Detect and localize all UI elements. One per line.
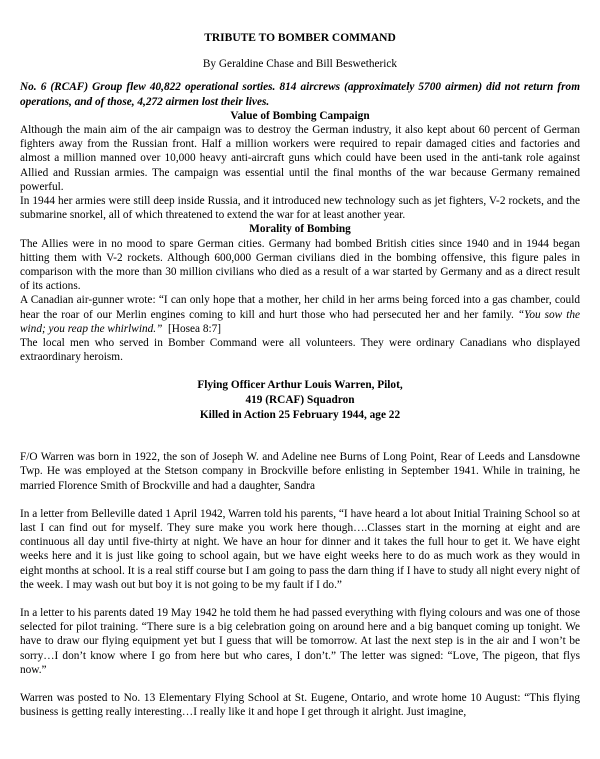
value-paragraph-1: Although the main aim of the air campaign was to destroy the German industry, it also kept about 60 percent of German fighters away from the Russian front. Half a million workers were required to repair damaged cities and factories and almost a million manned over 10,000 heavy anti-aircraft guns which could have been used in the anti-tank role against Allied and Russian armies. The campaign was essential until the final months of the war because Germany remained powerful. [20,124,580,193]
bio-heading-squadron: 419 (RCAF) Squadron [245,394,355,407]
section-heading-value: Value of Bombing Campaign [230,109,370,122]
byline: By Geraldine Chase and Bill Beswetherick [202,58,398,71]
document-title: TRIBUTE TO BOMBER COMMAND [204,32,396,44]
bio-paragraph-2: In a letter from Belleville dated 1 April 1942, Warren told his parents, “I have heard a lot about Initial Training School so at last I can find out for myself. They sure make you work here though….Classes start in the morning at eight and are continuous all day until five-thirty at night. We have an hour for dinner and it takes the full hour to get it. We have eight weeks here and it is just like going to school again, but we have eight weeks here to do as much work as they would in eight months at school. It is a real stiff course but I am going to pass the darn thing if I have to study all night every night of the week. I may wash out but boy it is not going to be my fault if I do.” [20,507,580,591]
value-paragraph-2: In 1944 her armies were still deep inside Russia, and it introduced new technology such as jet fighters, V-2 rockets, and the submarine snorkel, all of which threatened to extend the war for at least another year. [20,195,580,222]
verse-reference: [Hosea 8:7] [162,322,222,335]
bio-paragraph-1: F/O Warren was born in 1922, the son of Joseph W. and Adeline nee Burns of Long Point, Rear of Leeds and Lansdowne Twp. He was employed at the Stetson company in Brockville before enlisting in September 1941. While in training, he married Florence Smith of Brockville and had a daughter, Sandra [20,451,580,492]
morality-paragraph-3: The local men who served in Bomber Command were all volunteers. They were ordinary Canadians who displayed extraordinary heroism. [20,337,580,364]
bio-paragraph-4: Warren was posted to No. 13 Elementary Flying School at St. Eugene, Ontario, and wrote home 10 August: “This flying business is getting really interesting…I really like it and hope I get through it alright. Just imagine, [20,692,580,719]
morality-paragraph-2 [20,293,580,336]
morality-paragraph-1: The Allies were in no mood to spare German cities. Germany had bombed British cities since 1940 and in 1944 began hitting them with V-2 rockets. Although 600,000 German civilians died in the bombing offensive, this figure pales in comparison with the more than 30 million civilians who died as a result of a war started by Germany and as a direct result of its actions. [20,237,580,293]
bio-heading [20,378,580,422]
bible-verse: “You sow the wind; you reap the whirlwind.” [20,308,580,335]
bio-paragraph-3: In a letter to his parents dated 19 May 1942 he told them he had passed everything with flying colours and was one of those selected for pilot training. “There sure is a big celebration going on around here and a big banquet coming up tonight. We have to draw our flying equipment yet but I guess that will be tomorrow. At last the next step is in the air and I won’t be sorry…I don’t know where I go from here but who cares, I don’t.” The letter was signed: “Love, The pigeon, that flys now.” [20,607,580,676]
section-heading-morality: Morality of Bombing [249,223,351,236]
air-gunner-quote: A Canadian air-gunner wrote: “I can only hope that a mother, her child in her arms being forced into a gas chamber, could hear the roar of our Merlin engines coming to kill and hurt those who had persecuted her and her family. [20,294,580,321]
intro-statistics: No. 6 (RCAF) Group flew 40,822 operational sorties. 814 aircrews (approximately 5700 airmen) did not return from operations, and of those, 4,272 airmen lost their lives. [20,81,580,108]
bio-heading-kia: Killed in Action 25 February 1944, age 22 [199,408,401,421]
bio-heading-name: Flying Officer Arthur Louis Warren, Pilot, [197,379,403,392]
